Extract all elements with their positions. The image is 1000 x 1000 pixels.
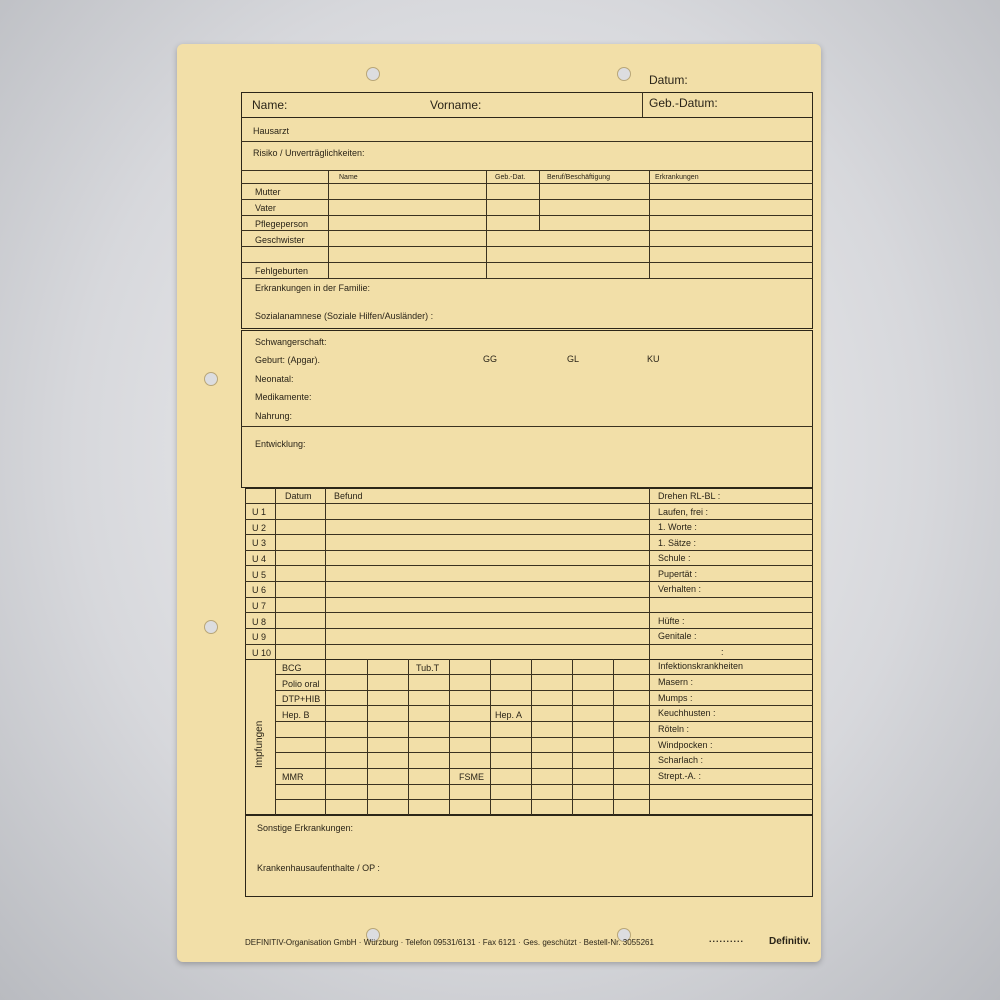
hep-a-label: Hep. A [495, 710, 523, 720]
family-label-miscarriages: Fehlgeburten [255, 266, 309, 276]
medication-label[interactable]: Medikamente: [255, 392, 312, 402]
infection-label: Masern : [658, 677, 694, 687]
infection-label: Windpocken : [658, 740, 713, 750]
u-label: U 8 [252, 617, 267, 627]
infections-title: Infektionskrankheiten [658, 661, 744, 671]
gl-label: GL [567, 354, 580, 364]
infection-label: Strept.-A. : [658, 771, 702, 781]
date-label: Datum: [649, 73, 688, 87]
vaccine-label: Polio oral [282, 679, 320, 689]
punch-hole [204, 372, 218, 386]
medical-record-card [177, 44, 821, 962]
family-diseases-label[interactable]: Erkrankungen in der Familie: [255, 283, 371, 293]
birth-box [241, 330, 813, 488]
vaccine-label: DTP+HIB [282, 694, 321, 704]
infection-label: Mumps : [658, 693, 693, 703]
u-label: U 9 [252, 632, 267, 642]
ku-label: KU [647, 354, 660, 364]
u-label: U 10 [252, 648, 272, 658]
u-col-date: Datum [285, 491, 312, 501]
vaccine-label: Hep. B [282, 710, 310, 720]
milestone-label: 1. Worte : [658, 522, 697, 532]
family-col-birth: Geb.-Dat. [495, 174, 526, 181]
brand-logo: Definitiv. [769, 936, 811, 947]
u-label: U 4 [252, 554, 267, 564]
u-label: U 7 [252, 601, 267, 611]
punch-hole [366, 67, 380, 81]
footer-dots: .......... [709, 934, 745, 944]
punch-hole [204, 620, 218, 634]
family-label-caregiver: Pflegeperson [255, 219, 309, 229]
infection-label: Röteln : [658, 724, 690, 734]
u-label: U 1 [252, 507, 267, 517]
hospital-stays-label[interactable]: Krankenhausaufenthalte / OP : [257, 863, 380, 873]
u-exam-table [245, 488, 813, 660]
name-label[interactable]: Name: [252, 98, 288, 112]
family-col-disease: Erkrankungen [655, 174, 699, 181]
u-col-findings: Befund [334, 491, 363, 501]
vaccine-label: BCG [282, 663, 302, 673]
infection-label: Scharlach : [658, 755, 704, 765]
neonatal-label[interactable]: Neonatal: [255, 374, 294, 384]
u-label: U 6 [252, 585, 267, 595]
u-label: U 3 [252, 538, 267, 548]
milestone-label: 1. Sätze : [658, 538, 697, 548]
family-col-name: Name [339, 174, 358, 181]
punch-hole [617, 67, 631, 81]
family-label-siblings: Geschwister [255, 235, 305, 245]
first-name-label[interactable]: Vorname: [430, 98, 482, 112]
milestone-label: Hüfte : [658, 616, 685, 626]
development-label[interactable]: Entwicklung: [255, 439, 306, 449]
u-label: U 5 [252, 570, 267, 580]
pregnancy-label[interactable]: Schwangerschaft: [255, 337, 327, 347]
milestone-label: Genitale : [658, 631, 697, 641]
milestone-label: Laufen, frei : [658, 507, 709, 517]
gg-label: GG [483, 354, 498, 364]
birth-label[interactable]: Geburt: (Apgar). [255, 355, 321, 365]
risk-label[interactable]: Risiko / Unverträglichkeiten: [253, 148, 365, 158]
milestone-label: Pupertät : [658, 569, 698, 579]
vaccine-label: MMR [282, 772, 304, 782]
birth-date-label[interactable]: Geb.-Datum: [649, 96, 718, 110]
fsme-label: FSME [459, 772, 485, 782]
family-label-father: Vater [255, 203, 276, 213]
infection-label: Keuchhusten : [658, 708, 716, 718]
family-label-mother: Mutter [255, 187, 281, 197]
milestone-label: : [721, 647, 724, 657]
nutrition-label[interactable]: Nahrung: [255, 411, 293, 421]
other-diseases-label[interactable]: Sonstige Erkrankungen: [257, 823, 354, 833]
milestone-label: Schule : [658, 553, 691, 563]
social-history-label[interactable]: Sozialanamnese (Soziale Hilfen/Ausländer) : [255, 311, 434, 321]
footer-text: DEFINITIV-Organisation GmbH · Würzburg · Telefon 09531/6131 · Fax 6121 · Ges. geschützt · Bestell-Nr. 3055261 [245, 938, 654, 947]
u-label: U 2 [252, 523, 267, 533]
milestone-label: Drehen RL-BL : [658, 491, 721, 501]
family-col-job: Beruf/Beschäftigung [547, 174, 611, 181]
vaccination-title: Impfungen [254, 720, 265, 768]
tub-t-label: Tub.T [416, 663, 440, 673]
header-box [241, 92, 813, 118]
doctor-label[interactable]: Hausarzt [253, 126, 290, 136]
milestone-label: Verhalten : [658, 584, 702, 594]
